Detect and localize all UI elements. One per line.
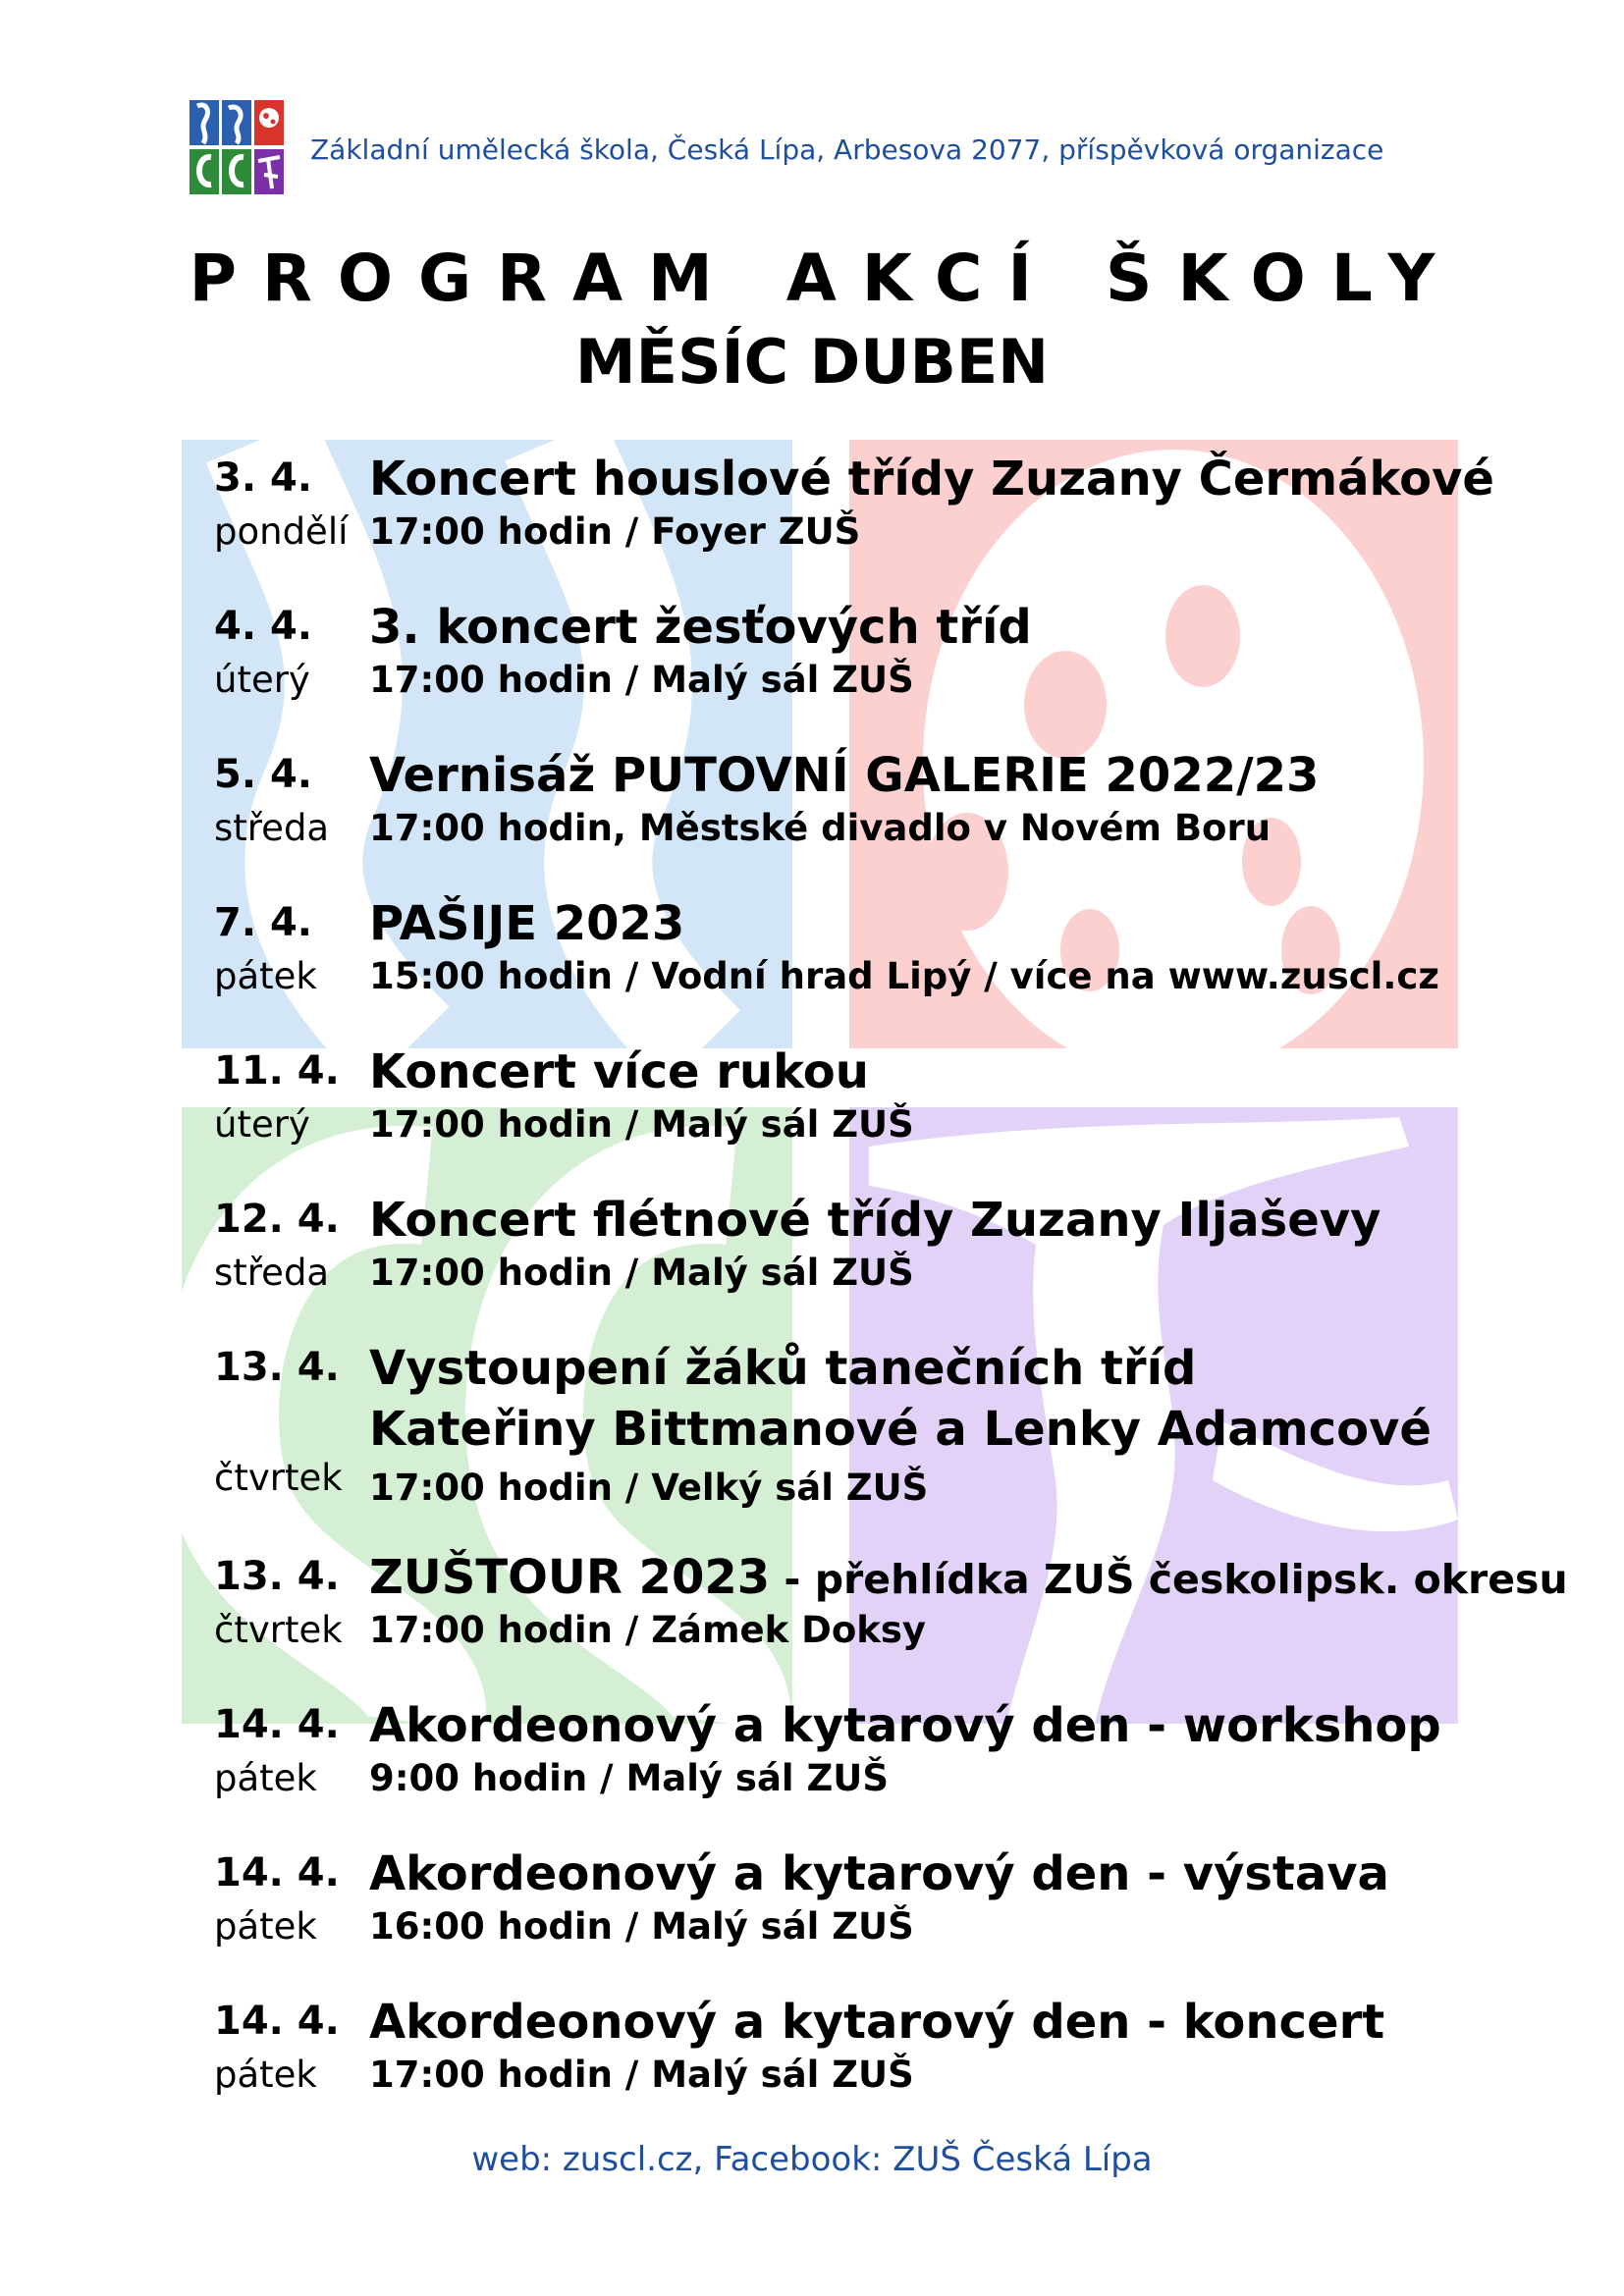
school-name: Základní umělecká škola, Česká Lípa, Arbesova 2077, příspěvková organizace	[310, 133, 1384, 166]
event-item	[214, 1042, 1441, 1191]
event-date: 14. 4.	[214, 1850, 340, 1896]
event-day: čtvrtek	[214, 1457, 343, 1499]
event-title: Koncert flétnové třídy Zuzany Iljaševy	[369, 1193, 1381, 1248]
event-date: 7. 4.	[214, 900, 312, 945]
event-detail: 15:00 hodin / Vodní hrad Lipý / více na www.zuscl.cz	[369, 955, 1439, 997]
event-title: 3. koncert žesťových tříd	[369, 600, 1032, 655]
event-day: středa	[214, 1252, 330, 1294]
event-date: 13. 4.	[214, 1554, 340, 1599]
page-title: PROGRAM AKCÍ ŠKOLY	[189, 240, 1461, 316]
event-detail: 17:00 hodin / Malý sál ZUŠ	[369, 2054, 914, 2096]
event-day: čtvrtek	[214, 1609, 343, 1651]
event-day: pátek	[214, 1757, 317, 1799]
event-date: 5. 4.	[214, 752, 312, 797]
header	[189, 100, 1466, 194]
footer-contact: web: zuscl.cz, Facebook: ZUŠ Česká Lípa	[471, 2140, 1153, 2179]
event-date: 13. 4.	[214, 1345, 340, 1390]
event-detail: 9:00 hodin / Malý sál ZUŠ	[369, 1757, 890, 1799]
event-detail: 17:00 hodin / Foyer ZUŠ	[369, 510, 861, 553]
event-detail: 17:00 hodin / Velký sál ZUŠ	[369, 1467, 929, 1509]
event-title	[369, 1548, 1568, 1609]
event-date: 3. 4.	[214, 455, 312, 501]
event-detail: 17:00 hodin, Městské divadlo v Novém Boru	[369, 807, 1272, 849]
event-item	[214, 1548, 1568, 1696]
event-title: Vernisáž PUTOVNÍ GALERIE 2022/23	[369, 748, 1320, 803]
event-title: Vystoupení žáků tanečních tříd	[369, 1341, 1197, 1396]
event-item	[214, 1191, 1441, 1339]
event-date: 14. 4.	[214, 1702, 340, 1747]
event-title-main: ZUŠTOUR 2023	[369, 1550, 771, 1605]
event-date: 14. 4.	[214, 1999, 340, 2044]
event-date: 4. 4.	[214, 604, 312, 649]
page-subtitle: MĚSÍC DUBEN	[574, 326, 1050, 398]
event-day: úterý	[214, 659, 310, 701]
school-logo-icon	[189, 100, 284, 194]
event-item	[214, 1844, 1441, 1993]
event-detail: 17:00 hodin / Zámek Doksy	[369, 1609, 927, 1651]
event-date: 12. 4.	[214, 1197, 340, 1242]
event-title: Koncert houslové třídy Zuzany Čermákové	[369, 452, 1494, 507]
event-title: Akordeonový a kytarový den - výstava	[369, 1846, 1389, 1901]
event-item	[214, 894, 1441, 1042]
event-title-line2: Kateřiny Bittmanové a Lenky Adamcové	[369, 1402, 1432, 1457]
event-list	[214, 450, 1568, 2141]
event-detail: 17:00 hodin / Malý sál ZUŠ	[369, 659, 914, 701]
event-day: pondělí	[214, 510, 349, 553]
event-day: pátek	[214, 2054, 317, 2096]
event-title: Akordeonový a kytarový den - koncert	[369, 1995, 1385, 2050]
event-item	[214, 1696, 1441, 1844]
event-day: pátek	[214, 1905, 317, 1948]
event-title-suffix: - přehlídka ZUŠ českolipsk. okresu	[770, 1556, 1568, 1603]
event-item	[214, 1993, 1441, 2141]
event-day: pátek	[214, 955, 317, 997]
event-day: úterý	[214, 1103, 310, 1146]
event-title: Koncert více rukou	[369, 1044, 869, 1099]
event-item	[214, 598, 1441, 746]
event-item	[214, 1339, 1441, 1548]
event-day: středa	[214, 807, 330, 849]
event-title: Akordeonový a kytarový den - workshop	[369, 1698, 1441, 1753]
event-date: 11. 4.	[214, 1048, 340, 1094]
event-detail: 17:00 hodin / Malý sál ZUŠ	[369, 1252, 914, 1294]
event-title: PAŠIJE 2023	[369, 896, 685, 951]
event-item	[214, 746, 1441, 894]
event-detail: 16:00 hodin / Malý sál ZUŠ	[369, 1905, 914, 1948]
event-item	[214, 450, 1494, 598]
event-detail: 17:00 hodin / Malý sál ZUŠ	[369, 1103, 914, 1146]
